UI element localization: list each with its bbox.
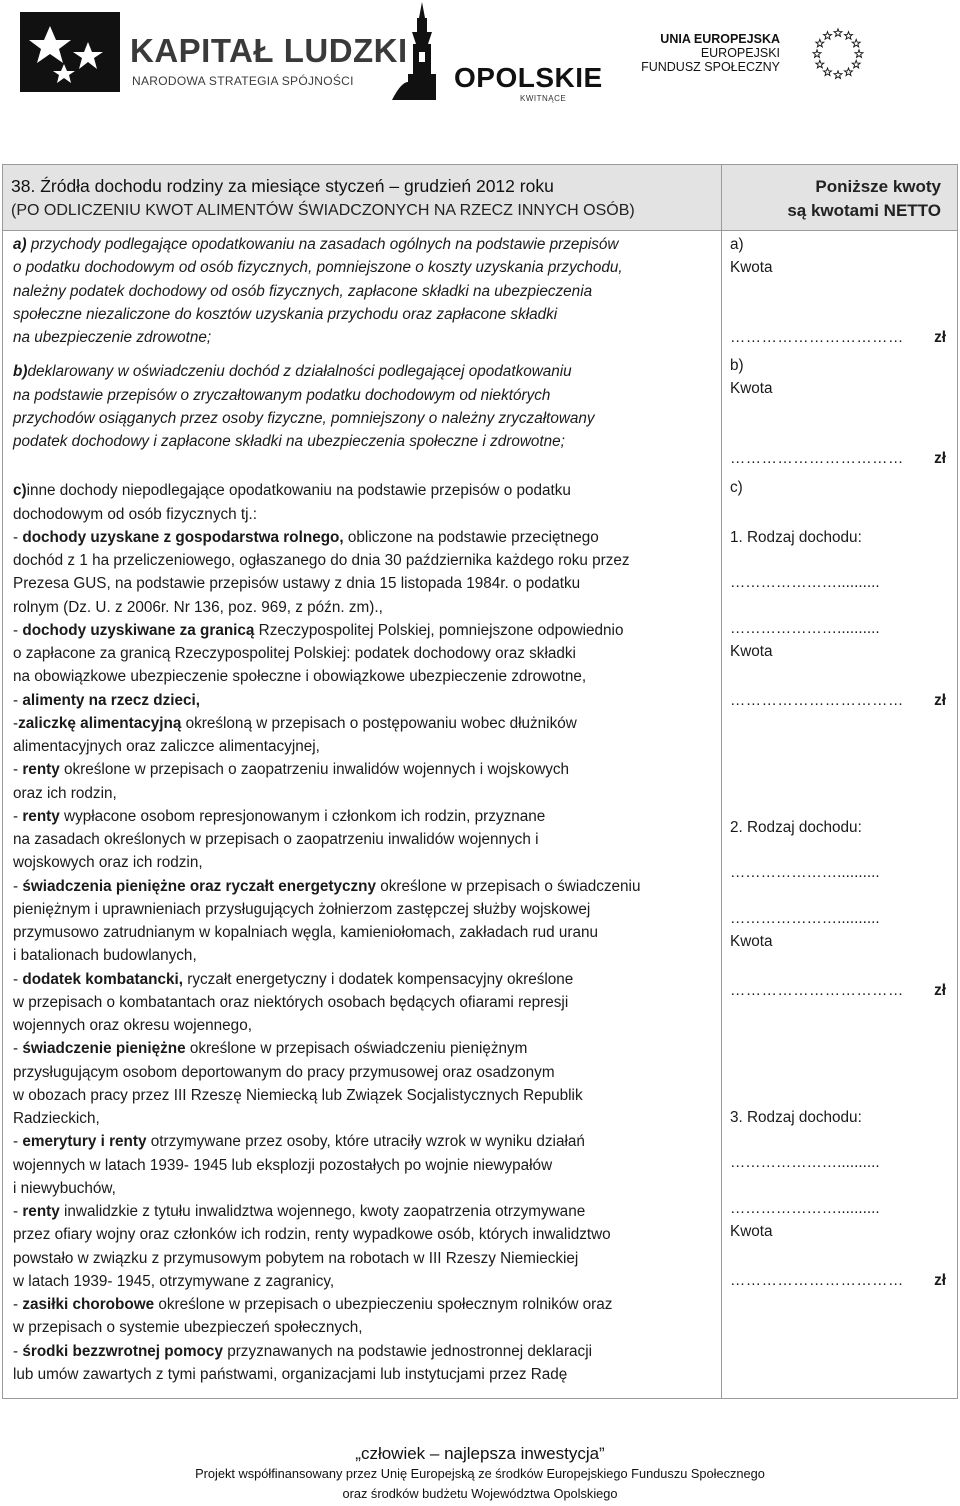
text-line: podatek dochodowy i zapłacone składki na ubezpieczenia społeczne i zdrowotne; bbox=[13, 433, 565, 450]
netto-note bbox=[723, 175, 957, 223]
kwota-c1-label: Kwota bbox=[730, 643, 773, 660]
text-line: - renty określone w przepisach o zaopatrzeniu inwalidów wojennych i wojskowych bbox=[13, 761, 570, 779]
text-line: powstało w związku z przymusowym pobytem na robotach w III Rzeszy Niemieckiej bbox=[13, 1249, 579, 1267]
income-type-1-field-b[interactable]: ………………….......... bbox=[730, 620, 880, 637]
section-b bbox=[13, 360, 711, 453]
kwota-c2-label: Kwota bbox=[730, 933, 773, 950]
text-line: należny podatek dochodowy od osób fizycznych, zapłacone składki na ubezpieczenia bbox=[13, 282, 593, 300]
kapital-ludzki-mark-icon bbox=[20, 12, 120, 92]
text-line: - dochody uzyskane z gospodarstwa rolnego, obliczone na podstawie przeciętnego bbox=[13, 528, 599, 546]
text-line: pieniężnym i uprawnieniach przysługujących żołnierzom zastępczej służby wojskowej bbox=[13, 900, 591, 918]
text-line: na zasadach określonych w przepisach o zaopatrzeniu inwalidów wojennych i bbox=[13, 831, 539, 848]
kapital-ludzki-logo bbox=[20, 12, 408, 92]
text-line: na obowiązkowe ubezpieczenie społeczne i obowiązkowe ubezpieczenie zdrowotne, bbox=[13, 668, 587, 686]
footer-line-1: Projekt współfinansowany przez Unię Europejską ze środków Europejskiego Funduszu Społecznego bbox=[195, 1466, 765, 1481]
income-type-3-field-b[interactable]: ………………….......... bbox=[730, 1200, 880, 1217]
text-line: Radzieckich, bbox=[13, 1110, 100, 1127]
footer-motto: „człowiek – najlepsza inwestycja” bbox=[355, 1444, 605, 1463]
eu-star-icon bbox=[816, 60, 824, 68]
text-line: na podstawie przepisów o zryczałtowanym podatku dochodowym od niektórych bbox=[13, 386, 551, 404]
text-line: - środki bezzwrotnej pomocy przyznawanych na podstawie jednostronnej deklaracji bbox=[13, 1342, 592, 1360]
text-line: o podatku dochodowym od osób fizycznych, pomniejszone o koszty uzyskania przychodu, bbox=[13, 259, 623, 277]
text-line: - zasiłki chorobowe określone w przepisach o ubezpieczeniu społecznym rolników oraz bbox=[13, 1296, 613, 1313]
eu-star-icon bbox=[834, 71, 842, 79]
eu-star-icon bbox=[852, 39, 860, 47]
text-line: -zaliczkę alimentacyjną określoną w przepisach o postępowaniu wobec dłużników bbox=[13, 714, 577, 732]
page-header bbox=[0, 0, 960, 110]
eu-line-2: EUROPEJSKI bbox=[700, 46, 780, 60]
text-line: - alimenty na rzecz dzieci, bbox=[13, 691, 201, 709]
text-line: wojennych w latach 1939- 1945 lub eksplozji pozostałych po wojnie niewypałów bbox=[13, 1156, 553, 1174]
text-line: - dochody uzyskiwane za granicą Rzeczypospolitej Polskiej, pomniejszone odpowiednio bbox=[13, 621, 624, 639]
text-line: przez ofiary wojny oraz członków ich rodzin, renty wypadkowe osób, których inwalidztwo bbox=[13, 1226, 611, 1244]
text-line: w przepisach o kombatantach oraz niektórych osobach będących ofiarami represji bbox=[13, 993, 569, 1011]
amount-a-field[interactable]: …………………………… zł bbox=[730, 329, 946, 346]
netto-line-1: Poniższe kwoty bbox=[815, 177, 941, 196]
eu-star-icon bbox=[824, 68, 832, 76]
text-line: rolnym (Dz. U. z 2006r. Nr 136, poz. 969, z późn. zm)., bbox=[13, 598, 383, 616]
income-type-1-field-a[interactable]: ………………….......... bbox=[730, 574, 880, 591]
eu-line-1: UNIA EUROPEJSKA bbox=[660, 32, 780, 46]
text-line: przychodów osiąganych przez osoby fizyczne, pomniejszony o należny zryczałtowany bbox=[13, 409, 595, 427]
text-line: oraz ich rodzin, bbox=[13, 784, 117, 802]
eu-star-icon bbox=[845, 32, 853, 40]
text-line: - emerytury i renty otrzymywane przez osoby, które utraciły wzrok w wyniku działań bbox=[13, 1133, 585, 1151]
income-type-2-field-a[interactable]: ………………….......... bbox=[730, 864, 880, 881]
text-line: - renty inwalidzkie z tytułu inwalidztwa wojennego, kwoty zaopatrzenia otrzymywane bbox=[13, 1203, 586, 1220]
income-type-2-field-b[interactable]: ………………….......... bbox=[730, 910, 880, 927]
income-type-1-label: 1. Rodzaj dochodu: bbox=[730, 529, 862, 546]
opolskie-name: OPOLSKIE bbox=[454, 62, 603, 93]
footer-line-2: oraz środków budżetu Województwa Opolskiego bbox=[342, 1486, 618, 1501]
opolskie-subtitle: KWITNĄCE bbox=[520, 94, 567, 103]
income-sources-table bbox=[2, 164, 958, 1399]
eu-star-icon bbox=[834, 29, 842, 37]
column-divider bbox=[721, 165, 722, 1398]
text-line: - świadczenia pieniężne oraz ryczałt energetyczny określone w przepisach o świadczeniu bbox=[13, 877, 641, 895]
text-line: dochód z 1 ha przeliczeniowego, ogłaszanego do dnia 30 października każdego roku przez bbox=[13, 552, 630, 569]
text-line: o zapłacone za granicą Rzeczypospolitej Polskiej: podatek dochodowy oraz składki bbox=[13, 645, 576, 662]
amount-b-field[interactable]: …………………………… zł bbox=[730, 450, 946, 467]
text-line: w przepisach o systemie ubezpieczeń społecznych, bbox=[13, 1319, 363, 1337]
kwota-b-label: Kwota bbox=[730, 380, 773, 397]
text-line: alimentacyjnych oraz zaliczce alimentacyjnej, bbox=[13, 738, 320, 755]
text-line: b)deklarowany w oświadczeniu dochód z działalności podlegającej opodatkowaniu bbox=[13, 363, 572, 381]
eu-star-icon bbox=[824, 32, 832, 40]
section-c bbox=[13, 479, 711, 1386]
question-subtitle: (PO ODLICZENIU KWOT ALIMENTÓW ŚWIADCZONYCH NA RZECZ INNYCH OSÓB) bbox=[11, 202, 635, 219]
text-line: przymusowo zatrudnianym w kopalniach węgla, kamieniołomach, zakładach rud uranu bbox=[13, 924, 598, 941]
text-line: - świadczenie pieniężne określone w przepisach oświadczeniu pieniężnym bbox=[13, 1040, 528, 1058]
kwota-a-label: Kwota bbox=[730, 259, 773, 276]
text-line: w latach 1939- 1945, otrzymywane z zagranicy, bbox=[13, 1272, 335, 1290]
income-type-3-field-a[interactable]: ………………….......... bbox=[730, 1154, 880, 1171]
eu-star-icon bbox=[845, 68, 853, 76]
opolskie-tower-icon bbox=[392, 0, 452, 105]
label-b: b) bbox=[730, 357, 744, 374]
eu-star-icon bbox=[855, 50, 863, 58]
opolskie-logo bbox=[378, 0, 603, 105]
text-line: - renty wypłacone osobom represjonowanym i członkom ich rodzin, przyznane bbox=[13, 807, 546, 825]
amount-c1-field[interactable]: …………………………… zł bbox=[730, 692, 946, 709]
eu-star-icon bbox=[852, 60, 860, 68]
eu-flag-icon bbox=[810, 26, 866, 87]
text-line: c)inne dochody niepodlegające opodatkowaniu na podstawie przepisów o podatku bbox=[13, 482, 571, 500]
page-footer bbox=[0, 1444, 960, 1504]
text-line: - dodatek kombatancki, ryczałt energetyczny i dodatek kompensacyjny określone bbox=[13, 970, 574, 988]
netto-line-2: są kwotami NETTO bbox=[787, 201, 941, 220]
text-line: a) przychody podlegające opodatkowaniu na zasadach ogólnych na podstawie przepisów bbox=[13, 236, 619, 253]
income-type-2-label: 2. Rodzaj dochodu: bbox=[730, 819, 862, 836]
text-line: i batalionach budowlanych, bbox=[13, 947, 197, 965]
kwota-c3-label: Kwota bbox=[730, 1223, 773, 1240]
label-c: c) bbox=[730, 479, 743, 496]
income-descriptions bbox=[13, 233, 711, 1386]
text-line: lub umów zawartych z tymi państwami, organizacjami lub instytucjami przez Radę bbox=[13, 1365, 568, 1383]
text-line: w obozach pracy przez III Rzeszę Niemiecką lub Związek Socjalistycznych Republik bbox=[13, 1086, 583, 1104]
eu-line-3: FUNDUSZ SPOŁECZNY bbox=[641, 60, 780, 74]
text-line: wojskowych oraz ich rodzin, bbox=[13, 854, 203, 872]
amount-c2-field[interactable]: …………………………… zł bbox=[730, 982, 946, 999]
amount-c3-field[interactable]: …………………………… zł bbox=[730, 1272, 946, 1289]
eu-star-icon bbox=[813, 50, 821, 58]
question-title: 38. Źródła dochodu rodziny za miesiące styczeń – grudzień 2012 roku bbox=[11, 176, 554, 196]
question-header bbox=[3, 165, 957, 231]
text-line: na ubezpieczenie zdrowotne; bbox=[13, 329, 212, 346]
kapital-ludzki-title: KAPITAŁ LUDZKI bbox=[130, 32, 408, 69]
text-line: Prezesa GUS, na podstawie przepisów ustawy z dnia 15 listopada 1984r. o podatku bbox=[13, 575, 581, 593]
text-line: społeczne niezaliczone do kosztów uzyskania przychodu oraz zapłacone składki bbox=[13, 305, 558, 323]
text-line: dochodowym od osób fizycznych tj.: bbox=[13, 505, 258, 523]
eu-logo bbox=[641, 26, 930, 86]
section-a bbox=[13, 233, 711, 349]
text-line: przysługującym osobom deportowanym do pracy przymusowej oraz osadzonym bbox=[13, 1063, 555, 1081]
kapital-ludzki-subtitle: NARODOWA STRATEGIA SPÓJNOŚCI bbox=[132, 74, 354, 88]
label-a: a) bbox=[730, 236, 744, 253]
eu-star-icon bbox=[816, 39, 824, 47]
eu-text bbox=[641, 32, 780, 74]
text-line: i niewybuchów, bbox=[13, 1179, 116, 1197]
text-line: wojennych oraz okresu wojennego, bbox=[13, 1017, 252, 1034]
income-type-3-label: 3. Rodzaj dochodu: bbox=[730, 1109, 862, 1126]
